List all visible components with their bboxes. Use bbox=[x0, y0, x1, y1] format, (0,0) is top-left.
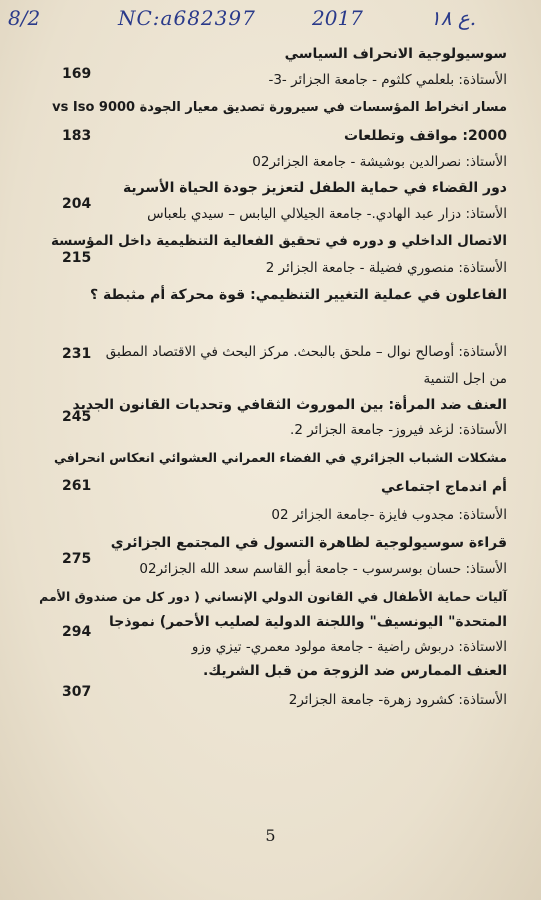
toc-entry-page: 261 bbox=[62, 478, 92, 494]
toc-entry-title: 2000: مواقف وتطلعات bbox=[344, 128, 507, 144]
toc-entry-author: الأستاذة: أوصالح نوال – ملحق بالبحث. مركز البحث في الاقتصاد المطبق bbox=[105, 344, 507, 360]
handwritten-code: ع ۱۸. bbox=[430, 6, 477, 30]
toc-entry-title: الاتصال الداخلي و دوره في تحقيق الفعالية التنظيمية داخل المؤسسة bbox=[50, 233, 507, 249]
toc-entry-page: 245 bbox=[62, 409, 92, 425]
handwritten-year: 2017 bbox=[312, 6, 363, 30]
toc-entry-author: الأستاذة: منصوري فضيلة - جامعة الجزائر 2 bbox=[265, 260, 507, 276]
toc-entry-title: أم اندماج اجتماعي bbox=[381, 479, 507, 495]
toc-entry-title: قراءة سوسيولوجية لظاهرة التسول في المجتمع الجزائري bbox=[110, 535, 507, 551]
toc-entry-title: العنف ضد المرأة: بين الموروث الثقافي وتحديات القانون الجديد bbox=[72, 397, 507, 413]
page-number: 5 bbox=[265, 826, 276, 845]
toc-entry-page: 204 bbox=[62, 196, 92, 212]
toc-entry-author: الاستاذة: دربوش راضية - جامعة مولود معمري- تيزي وزو bbox=[191, 639, 507, 655]
toc-entry-author: الأستاذ: دزار عبد الهادي.- جامعة الجيلالي اليابس – سيدي بلعباس bbox=[147, 206, 507, 222]
toc-entry-title: مسار انخراط المؤسسات في سيرورة تصديق معيار الجودة vs Iso 9000 bbox=[52, 100, 507, 115]
toc-entry-author: الأستاذة: كشرود زهرة- جامعة الجزائر2 bbox=[288, 692, 507, 708]
toc-entry-page: 294 bbox=[62, 624, 92, 640]
toc-entry-title: آليات حماية الأطفال في القانون الدولي الإنساني ( دور كل من صندوق الأمم bbox=[39, 589, 507, 604]
toc-entry-title: دور القضاء في حماية الطفل لتعزيز جودة الحياة الأسرية bbox=[122, 180, 507, 196]
handwritten-reference: NC:a682397 bbox=[118, 6, 256, 30]
toc-entry-page: 215 bbox=[62, 250, 92, 266]
toc-entry-author: الأستاذ: حسان بوسرسوب - جامعة أبو القاسم سعد الله الجزائر02 bbox=[139, 561, 507, 577]
handwritten-page-fraction: 8/2 bbox=[8, 6, 41, 30]
toc-entry-author: الأستاذة: بلعلمي كلثوم - جامعة الجزائر -3- bbox=[268, 72, 507, 88]
toc-entry-author: الأستاذة: لزغد فيروز- جامعة الجزائر 2. bbox=[290, 422, 507, 438]
toc-entry-title: العنف الممارس ضد الزوجة من قبل الشريك. bbox=[203, 663, 507, 679]
toc-entry-title: مشكلات الشباب الجزائري في الفضاء العمراني العشوائي انعكاس انحرافي bbox=[54, 450, 507, 465]
toc-entry-page: 169 bbox=[62, 66, 92, 82]
toc-entry-page: 307 bbox=[62, 684, 92, 700]
toc-entry-page: 183 bbox=[62, 128, 92, 144]
toc-entry-page: 231 bbox=[62, 346, 92, 362]
toc-entry-title: الفاعلون في عملية التغيير التنظيمي: قوة محركة أم مثبطة ؟ bbox=[90, 287, 507, 303]
toc-entry-title: سوسيولوجية الانحراف السياسي bbox=[284, 46, 507, 62]
toc-entry-author: من اجل التنمية bbox=[423, 371, 507, 387]
toc-entry-title: المتحدة" اليونسيف" واللجنة الدولية لصليب الأحمر) نموذجا bbox=[108, 614, 507, 630]
toc-entry-author: الأستاذ: نصرالدين بوشيشة - جامعة الجزائر02 bbox=[252, 154, 507, 170]
toc-entry-author: الأستاذة: مجدوب فايزة -جامعة الجزائر 02 bbox=[271, 507, 507, 523]
toc-entry-page: 275 bbox=[62, 551, 92, 567]
